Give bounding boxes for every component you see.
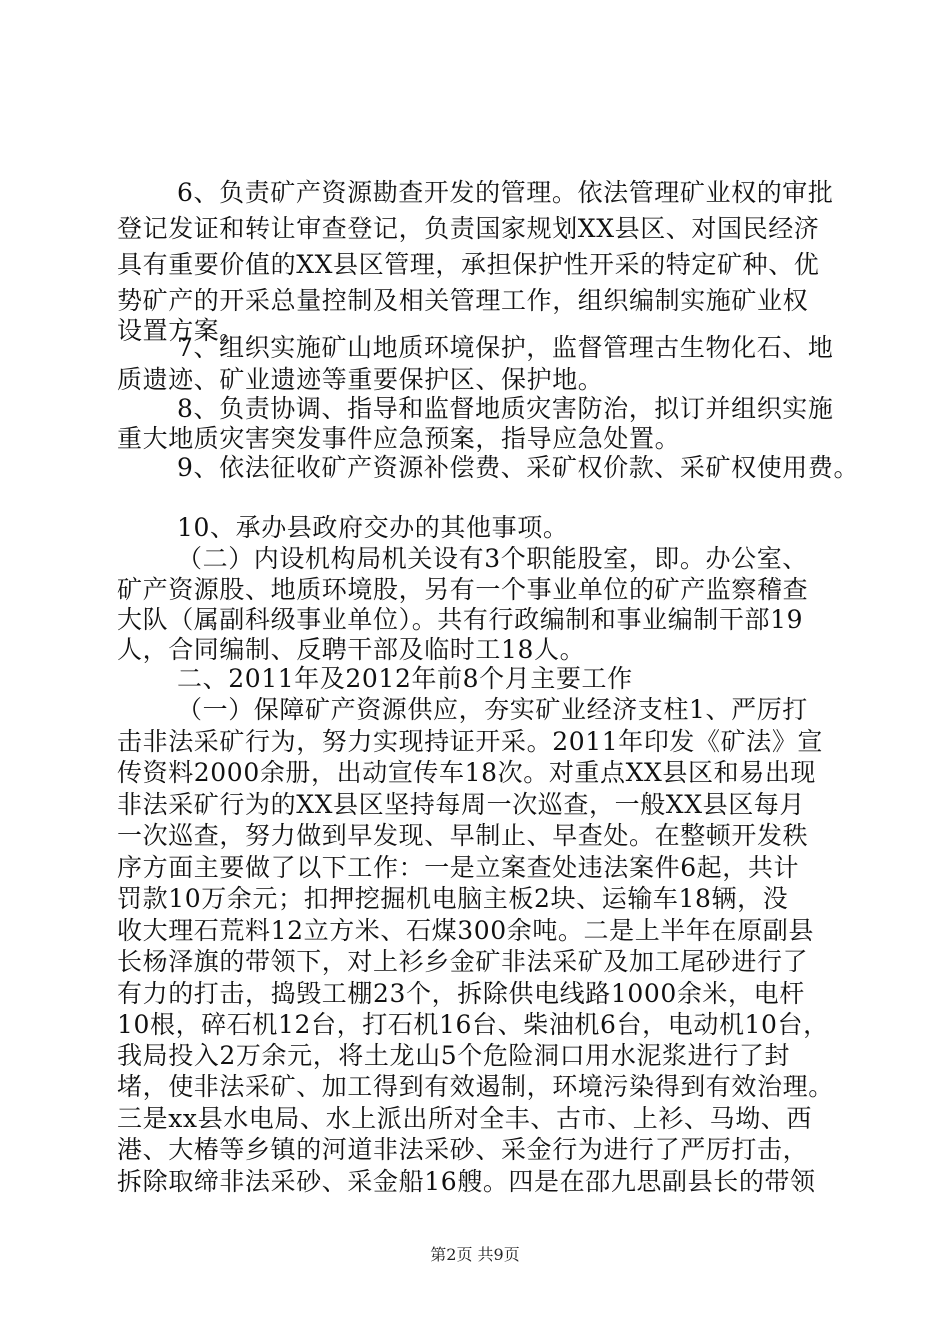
text-line: 二、2011年及2012年前8个月主要工作 — [177, 664, 633, 693]
text-line: 非法采矿行为的XX县区坚持每周一次巡查，一般XX县区每月 — [117, 790, 805, 819]
text-line: 港、大椿等乡镇的河道非法采砂、采金行为进行了严厉打击， — [117, 1135, 809, 1164]
text-line: 罚款10万余元；扣押挖掘机电脑主板2块、运输车18辆，没 — [117, 884, 789, 913]
text-line: 6、负责矿产资源勘查开发的管理。依法管理矿业权的审批 — [177, 178, 834, 207]
text-line: 堵，使非法采矿、加工得到有效遏制，环境污染得到有效治理。 — [117, 1072, 834, 1101]
text-line: 7、组织实施矿山地质环境保护，监督管理古生物化石、地 — [177, 333, 834, 362]
text-line: 长杨泽旗的带领下，对上衫乡金矿非法采矿及加工尾砂进行了 — [117, 947, 809, 976]
text-line: 质遗迹、矿业遗迹等重要保护区、保护地。 — [117, 365, 604, 394]
text-line: 具有重要价值的XX县区管理，承担保护性开采的特定矿种、优 — [117, 250, 820, 279]
text-line: 序方面主要做了以下工作：一是立案查处违法案件6起，共计 — [117, 853, 800, 882]
page-footer: 第2页 共9页 — [430, 1245, 520, 1264]
text-line: 一次巡查，努力做到早发现、早制止、早查处。在整顿开发秩 — [117, 821, 809, 850]
text-line: 登记发证和转让审查登记，负责国家规划XX县区、对国民经济 — [117, 214, 820, 243]
text-line: 10、承办县政府交办的其他事项。 — [177, 513, 569, 542]
text-line: 人，合同编制、反聘干部及临时工18人。 — [117, 635, 586, 664]
text-line: 拆除取缔非法采砂、采金船16艘。四是在邵九思副县长的带领 — [117, 1167, 816, 1196]
text-line: 8、负责协调、指导和监督地质灾害防治，拟订并组织实施 — [177, 394, 834, 423]
text-line: 矿产资源股、地质环境股，另有一个事业单位的矿产监察稽查 — [117, 575, 809, 604]
text-line: （二）内设机构局机关设有3个职能股室，即。办公室、 — [177, 544, 808, 573]
text-line: 传资料2000余册，出动宣传车18次。对重点XX县区和易出现 — [117, 758, 817, 787]
text-line: （一）保障矿产资源供应，夯实矿业经济支柱1、严厉打 — [177, 695, 808, 724]
text-line: 大队（属副科级事业单位）。共有行政编制和事业编制干部19 — [117, 605, 804, 634]
text-line: 三是xx县水电局、水上派出所对全丰、古市、上衫、马坳、西 — [117, 1104, 813, 1133]
text-line: 设置方案。 — [117, 316, 246, 345]
text-line: 9、依法征收矿产资源补偿费、采矿权价款、采矿权使用费。 — [177, 453, 860, 482]
text-line: 击非法采矿行为，努力实现持证开采。2011年印发《矿法》宣 — [117, 727, 824, 756]
text-line: 10根，碎石机12台，打石机16台、柴油机6台，电动机10台， — [117, 1010, 829, 1039]
text-line: 收大理石荒料12立方米、石煤300余吨。二是上半年在原副县 — [117, 916, 814, 945]
text-line: 势矿产的开采总量控制及相关管理工作，组织编制实施矿业权 — [117, 286, 809, 315]
text-line: 有力的打击，捣毁工棚23个，拆除供电线路1000余米，电杆 — [117, 979, 805, 1008]
text-line: 重大地质灾害突发事件应急预案，指导应急处置。 — [117, 424, 681, 453]
text-line: 我局投入2万余元，将土龙山5个危险洞口用水泥浆进行了封 — [117, 1041, 791, 1070]
